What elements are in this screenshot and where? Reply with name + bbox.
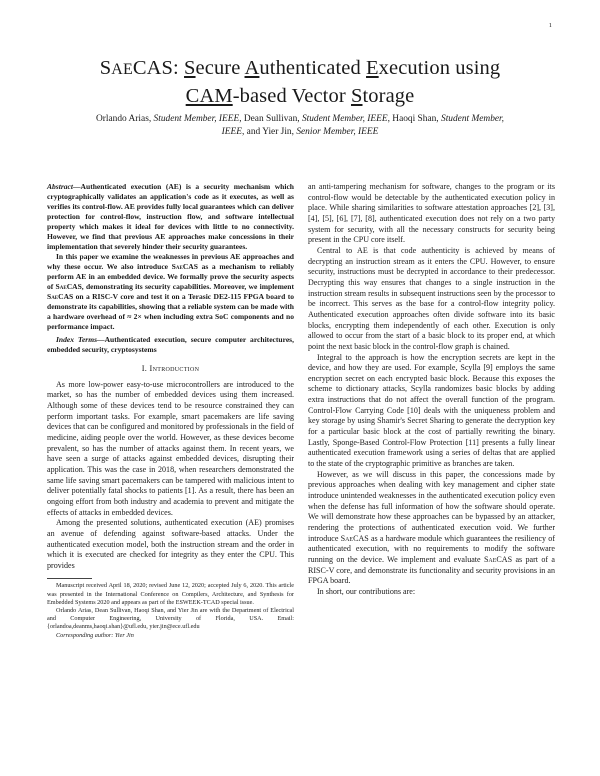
abstract-paragraph-1: [47, 182, 294, 252]
right-column: [308, 182, 555, 598]
index-terms: [47, 335, 294, 355]
abstract-label: Abstract—: [47, 182, 81, 191]
system-name: SaeCAS: [47, 292, 74, 301]
system-name: SaeCAS: [171, 262, 198, 271]
footnote-corresponding: Corresponding author: Yier Jin: [56, 631, 134, 639]
left-column: [47, 182, 294, 640]
footnote-affiliation: Orlando Arias, Dean Sullivan, Haoqi Shan, and Yier Jin are with the Department of Electrical and Computer Engineering, University of Florida, USA. Email: {orlandoa,deanms,haoqi.shan}@ufl.edu, yier.jin@ece.ufl.edu: [47, 607, 294, 631]
intro-paragraph-4: Central to AE is that code authenticity is achieved by means of decrypting an instruction stream as it enters the CPU. However, to ensure security, instructions must be decrypted in accordance to their predecessor. Decrypting this way ensures that changes to a single instruction in the instruction stream results in subsequent instructions seen by the processor to be incorrect. This serves as the base for a control-flow integrity policy. Authenticated execution approaches often divide software into its basic blocks, encrypting them independently of each other. Execution is only allowed to occur from the start of a basic block to its proper end, at which point the next basic block in the control-flow graph is chained.: [308, 245, 555, 351]
index-terms-label: Index Terms: [56, 335, 98, 344]
intro-paragraph-2: Among the presented solutions, authenticated execution (AE) promises an avenue of defending against software-based attacks. Under the authenticated execution model, both the instruction stream and the order in which it is executed are checked for integrity as they enter the CPU. This provides: [47, 518, 294, 570]
footnote-rule: [47, 578, 92, 579]
index-terms-text: —Authenticated execution, secure computer architectures, embedded security, cryptosystems: [47, 335, 294, 354]
author-line-1: Orlando Arias, Student Member, IEEE, Dean Sullivan, Student Member, IEEE, Haoqi Shan, Student Member,: [95, 114, 505, 124]
section-heading: I. Introduction: [141, 364, 200, 373]
system-name: SaeCAS: [55, 282, 82, 291]
footnote: [47, 582, 294, 639]
author-line-2: IEEE, and Yier Jin, Senior Member, IEEE: [221, 127, 379, 137]
footnote-manuscript: Manuscript received April 18, 2020; revised June 12, 2020; accepted July 6, 2020. This article was presented in the International Conference on Compilers, Architecture, and Synthesis for Embedded Systems 2020 and appears as part of the ESWEEK-TCAD special issue.: [47, 582, 294, 606]
intro-paragraph-5: Integral to the approach is how the encryption secrets are kept in the device, and how they are used. For example, Scylla [9] employs the same encryption secret on each encrypted basic block. Because this exposes the scheme to dictionary attacks, Scylla randomizes basic blocks by adding extra instructions that do not affect the overall function of the program. Control-Flow Carrying Code [10] deals with the uniqueness problem and key storage by using Shamir's Secret Sharing to generate the decryption key for a particular basic block at the cost of partially rewriting the binary. Lastly, Sponge-Based Control-Flow Protection [11] presents a fully linear authenticated execution framework using a series of deltas that are applied to the state of the cryptographic primitive as branches are taken.: [308, 352, 555, 469]
title-line-1: SAECAS: Secure Authenticated Execution using: [99, 57, 501, 79]
system-name: SaeCAS: [483, 554, 513, 564]
intro-paragraph-1: As more low-power easy-to-use microcontrollers are introduced to the market, so has the number of embedded devices using them increased. Although some of these devices tend to be resource constrained they can perform important tasks. For example, smart pacemakers are life saving devices that can be configured and monitored by professionals in the field of medicine, aiding people over the world. However, as these devices become prevalent, so has the number of attacks against them. In recent years, we have seen a surge of attacks against embedded devices, disrupting their application. This was the case in 2018, when researchers demonstrated the same life saving smart pacemakers can be tampered with malicious intent to deliver potentially fatal shocks to patients [1]. As a result, there has been an ongoing effort from both industry and academia to prevent and mitigate the effects of attacks in embedded devices.: [47, 379, 294, 517]
author-list: [60, 113, 540, 139]
intro-paragraph-6: However, as we will discuss in this paper, the concessions made by previous approaches when dealing with key management and cipher state introduce unintended weaknesses in the authenticated execution policy even when the defense has full information of how the software should operate. We will demonstrate how these approaches can be bypassed by an attacker, rendering the protections of authenticated execution void. We further introduce SaeCAS as a hardware module which guarantees the resiliency of authenticated execution, with no requirements to modify the software running on the device. We implement and evaluate SaeCAS as part of a RISC-V core, and demonstrate its functionality and security provisions in an FPGA board.: [308, 469, 555, 586]
title-line-2: CAM-based Vector Storage: [185, 85, 415, 107]
intro-paragraph-3: an anti-tampering mechanism for software, changes to the program or its control-flow would be detectable by the authenticated execution policy in place. While sharing similarities to software attestation approaches [2], [3], [4], [5], [6], [7], [8], authenticated execution does not rely on a two party system for security, with all the necessary constructs for security being present in the CPU core itself.: [308, 182, 555, 245]
page-number: 1: [548, 22, 552, 29]
system-name: SaeCAS: [340, 533, 369, 543]
intro-paragraph-7: In short, our contributions are:: [317, 586, 416, 596]
paper-title: [40, 55, 560, 110]
abstract-paragraph-2: In this paper we examine the weaknesses in previous AE approaches and why these occur. We also introduce SaeCAS as a mechanism to reliably perform AE in an embedded device. We formally prove the security aspects of SaeCAS, demonstrating its security capabilities. Moreover, we implement SaeCAS on a RISC-V core and test it on a Terasic DE2-115 FPGA board to demonstrate its capabilities, showing that a reliable system can be made with a hardware overhead of ≈ 2× when including extra SoC components and no performance impact.: [47, 252, 294, 331]
abstract-text-1: Authenticated execution (AE) is a security mechanism which cryptographically validates an application's code as it executes, as well as verifies its control-flow. AE provides fully local guarantees which can deliver protection for control-flow, instruction flow, and software intellectual property which makes it ideal for devices with little to no connectivity. However, we find that previous AE approaches make concessions in their implementation that severely hinder their security guarantees.: [47, 182, 294, 251]
